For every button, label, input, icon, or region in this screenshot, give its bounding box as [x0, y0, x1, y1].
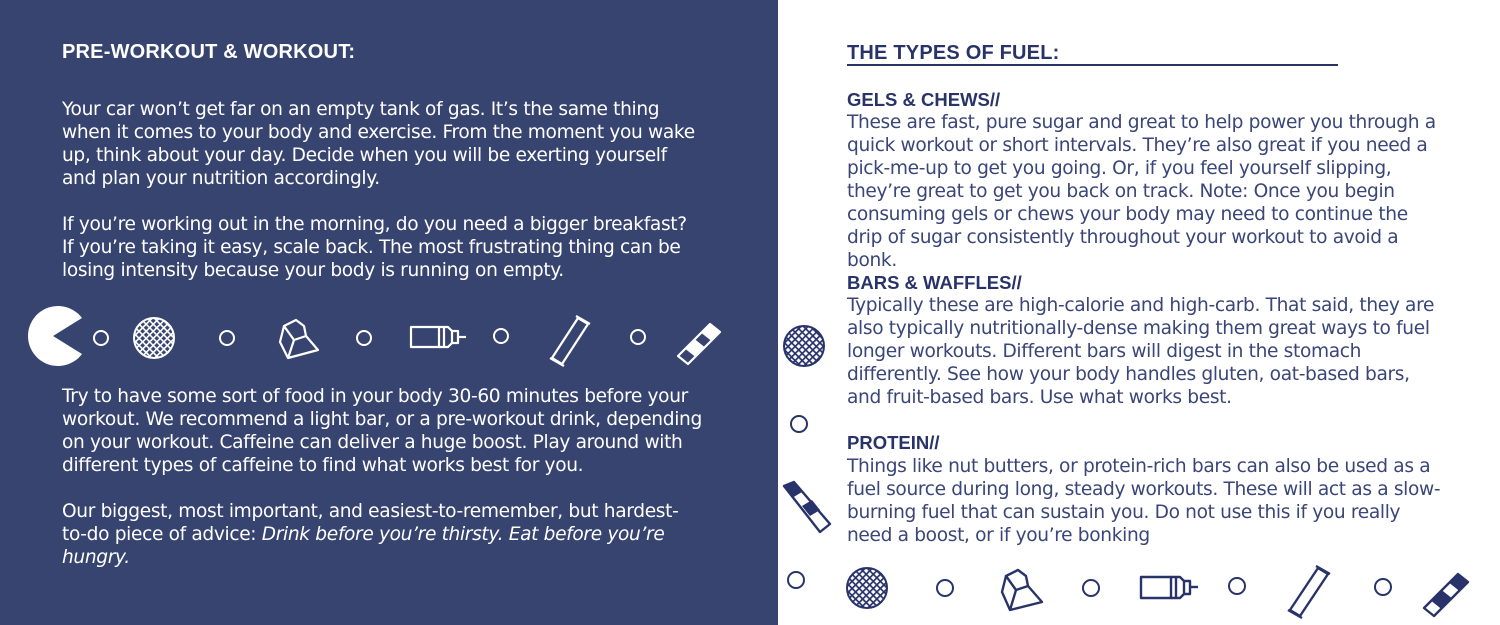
heading-underline [847, 64, 1338, 66]
pellet-icon [1081, 578, 1101, 598]
advice-paragraph [62, 500, 702, 569]
car-tank-paragraph: Your car won’t get far on an empty tank of gas. It’s the same thing when it comes to your body and exercise. From the moment you wake up, think about your day. Decide when you will be exerting yourself and plan your nutrition accordingly. [62, 99, 695, 189]
chews-strip-icon [778, 480, 834, 538]
pellet-icon [355, 329, 373, 347]
pre-workout-food-paragraph: Try to have some sort of food in your body 30-60 minutes before your workout. We recommend a light bar, or a pre-workout drink, depending on your workout. Caffeine can deliver a huge boost. Play around with different types of caffeine to find what works best for you. [62, 386, 702, 476]
energy-bar-icon [546, 312, 594, 368]
drink-packet-icon [998, 566, 1046, 614]
pellet-icon [1373, 577, 1393, 597]
waffle-icon [781, 324, 827, 370]
gels-chews-title: GELS & CHEWS// [847, 89, 1001, 110]
pellet-icon [789, 414, 809, 434]
waffle-icon [845, 566, 889, 610]
pacman-icon [22, 304, 84, 368]
pellet-icon [935, 578, 955, 598]
drink-packet-icon [276, 316, 322, 362]
chews-strip-icon [1420, 570, 1472, 620]
pellet-icon [92, 329, 110, 347]
advice-italic-text: Drink before you’re thirsty. Eat before you’re hungry. [62, 524, 665, 568]
bottle-icon [408, 322, 470, 352]
right-panel [778, 0, 1500, 625]
pellet-icon [492, 327, 510, 345]
pellet-icon [786, 570, 806, 590]
protein-title: PROTEIN// [847, 432, 940, 453]
energy-bar-icon [1284, 562, 1334, 620]
pre-workout-heading: PRE-WORKOUT & WORKOUT: [62, 41, 356, 63]
pellet-icon [629, 328, 647, 346]
bottle-icon [1138, 573, 1202, 603]
bars-waffles-body: Typically these are high-calorie and high-carb. That said, they are also typically nutritionally-dense making them great ways to fuel longer workouts. Different bars will digest in the stomach differently. See how your body handles gluten, oat-based bars, and fruit-based bars. Use what works best. [847, 295, 1435, 408]
bars-waffles-title: BARS & WAFFLES// [847, 272, 1022, 293]
protein-body: Things like nut butters, or protein-rich bars can also be used as a fuel source during long, steady workouts. These will act as a slow-burning fuel that can sustain you. Do not use this if you really need a boost, or if you’re bonking [847, 456, 1441, 546]
gels-chews-body: These are fast, pure sugar and great to help power you through a quick workout or short intervals. They’re also great if you need a pick-me-up to get you going. Or, if you feel yourself slipping, they’re great to get you back on track. Note: Once you begin consuming gels or chews your body may need to continue the drip of sugar consistently throughout your workout to avoid a bonk. [847, 112, 1436, 271]
waffle-icon [132, 316, 176, 360]
advice-lead-text: Our biggest, most important, and easiest-to-remember, but hardest-to-do piece of advice: [62, 501, 679, 545]
morning-workout-paragraph: If you’re working out in the morning, do you need a bigger breakfast? If you’re taking it easy, scale back. The most frustrating thing can be losing intensity because your body is running on empty. [62, 214, 687, 281]
types-of-fuel-heading: THE TYPES OF FUEL: [847, 42, 1060, 64]
chews-strip-icon [674, 320, 724, 368]
pellet-icon [218, 329, 236, 347]
pellet-icon [1227, 576, 1247, 596]
